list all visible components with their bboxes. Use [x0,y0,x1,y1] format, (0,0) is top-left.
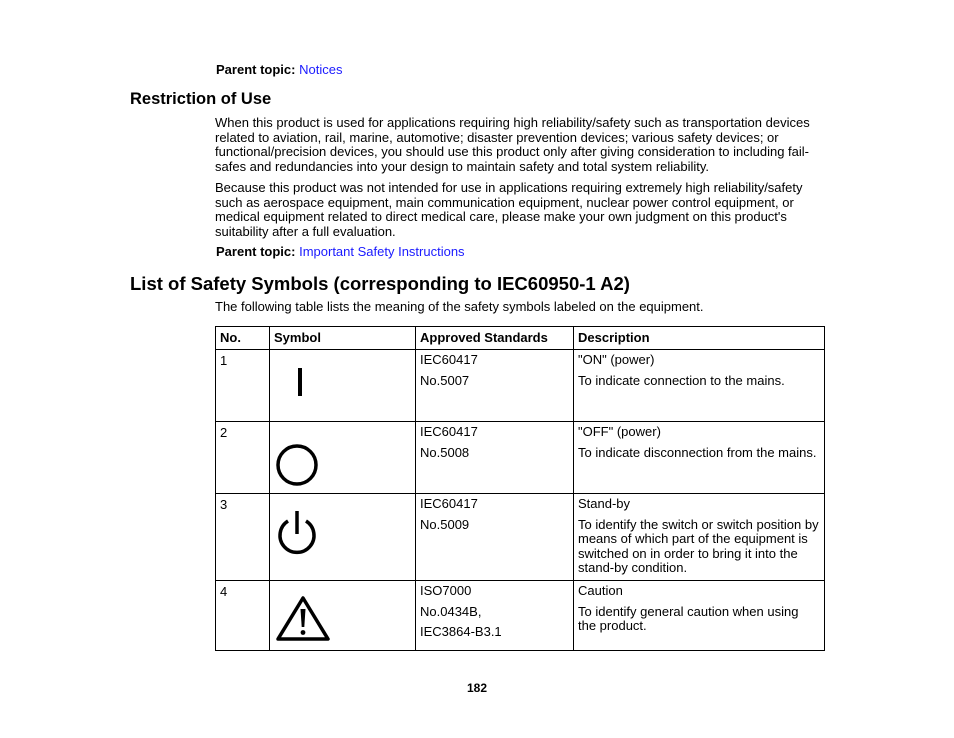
header-description: Description [574,327,825,350]
description-title: "OFF" (power) [578,424,661,439]
standard-line: ISO7000 [420,582,472,598]
restriction-heading: Restriction of Use [130,90,272,108]
description-cell [574,580,825,650]
page-number: 182 [466,681,488,695]
header-approved-standards: Approved Standards [416,327,574,350]
standard-line: IEC60417 [420,352,478,367]
header-no: No. [216,327,270,350]
power-off-icon [275,443,319,487]
important-safety-instructions-link[interactable]: Important Safety Instructions [299,244,465,259]
standard-line: No.5008 [420,444,470,460]
notices-link[interactable]: Notices [299,62,343,77]
description-cell [574,350,825,422]
safety-symbols-intro: The following table lists the meaning of the safety symbols labeled on the equipment. [215,299,704,314]
restriction-paragraph-1: When this product is used for applications requiring high reliability/safety such as transportation devices related to aviation, rail, marine, automotive; disaster prevention devices; various safety devices; or functional/precision devices, you should use this product only after giving consideration to including fail-safes and redundancies into your design to maintain safety and total system reliability. [215,115,810,174]
restriction-paragraph-2: Because this product was not intended for use in applications requiring extremely high reliability/safety such as aerospace equipment, main communication equipment, nuclear power control equipment, or medical equipment related to direct medical care, please make your own judgment on this product's suitability after a full evaluation. [215,180,803,239]
description-title: "ON" (power) [578,352,655,367]
symbol-cell [270,580,416,650]
parent-topic-notices [216,62,342,77]
standard-line: No.0434B, [420,603,482,619]
description-text: To indicate connection to the mains. [578,372,785,388]
standard-line: No.5007 [420,372,470,388]
standards-cell [416,580,574,650]
standards-cell [416,494,574,581]
description-cell [574,422,825,494]
symbol-cell [270,350,416,422]
row-number: 2 [216,422,270,494]
caution-icon [275,594,331,642]
standard-line: IEC60417 [420,424,478,439]
symbol-cell [270,422,416,494]
parent-topic-safety [216,244,465,259]
table-row [216,494,825,581]
symbol-cell [270,494,416,581]
row-number: 3 [216,494,270,581]
description-text: To indicate disconnection from the mains. [578,444,817,460]
standards-cell [416,350,574,422]
parent-topic-label: Parent topic: [216,244,296,259]
table-row [216,422,825,494]
description-title: Caution [578,582,623,598]
safety-symbols-heading: List of Safety Symbols (corresponding to IEC60950-1 A2) [130,273,630,294]
standby-icon [275,507,319,557]
safety-symbols-table [215,326,825,651]
standard-line: No.5009 [420,516,470,532]
table-header-row [216,327,825,350]
standard-line: IEC3864-B3.1 [420,624,502,640]
description-text: To identify the switch or switch position by means of which part of the equipment is switched on in order to bring it into the stand-by condition. [578,516,819,576]
table-row [216,350,825,422]
table-row [216,580,825,650]
row-number: 1 [216,350,270,422]
header-symbol: Symbol [270,327,416,350]
standards-cell [416,422,574,494]
description-title: Stand-by [578,496,631,511]
standard-line: IEC60417 [420,496,478,511]
row-number: 4 [216,580,270,650]
description-cell [574,494,825,581]
power-on-icon [293,368,307,398]
description-text: To identify general caution when using the product. [578,603,799,634]
parent-topic-label: Parent topic: [216,62,296,77]
